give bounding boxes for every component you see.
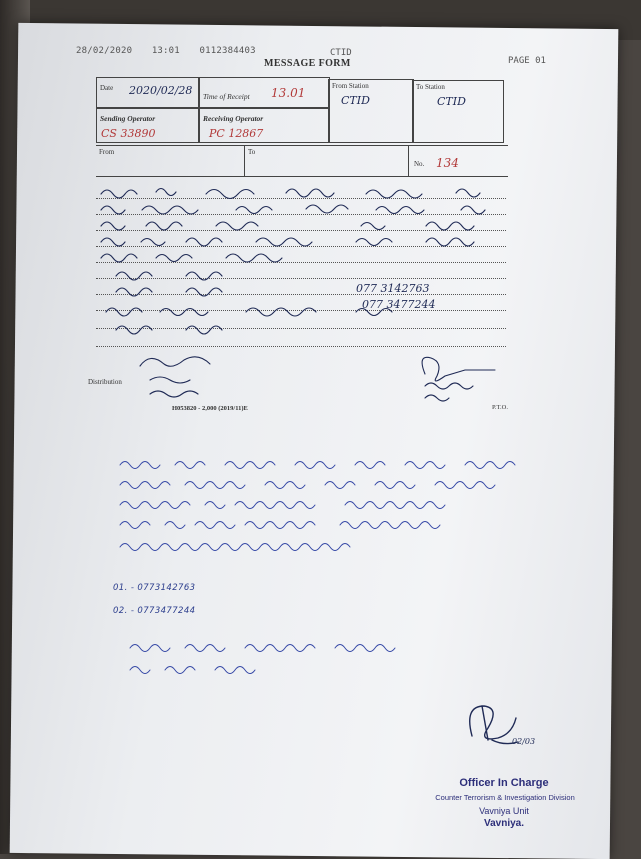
date-value: 2020/02/28 [129,84,193,97]
divider [244,146,245,176]
form-code: H053820 - 2,000 (2019/11)E [172,405,248,412]
fax-header [76,46,270,56]
sending-operator-value: CS 33890 [101,127,156,140]
stamp-division: Counter Terrorism & Investigation Division [435,793,575,802]
from-label: From [99,148,115,156]
tamil-handwriting [115,455,585,565]
from-station-value: CTID [341,94,370,107]
from-station-box [328,79,414,143]
tamil-closing-handwriting [125,636,445,686]
pto-label: P.T.O. [492,404,508,411]
time-label: Time of Receipt [203,92,250,101]
to-station-box [412,80,504,143]
receiving-operator-label: Receiving Operator [203,114,264,123]
fax-page: PAGE 01 [508,56,546,66]
phone-number-2: 077 3477244 [362,298,436,311]
time-value: 13.01 [271,86,306,100]
sending-operator-box [96,107,200,143]
fax-time: 13:01 [151,46,180,56]
tamil-phone-line-2 [113,606,195,616]
fax-station: CTID [330,48,352,58]
tamil-phone-line-1 [113,583,195,593]
fax-date: 28/02/2020 [76,46,133,56]
receiving-operator-value: PC 12867 [209,127,264,140]
from-station-label: From Station [332,82,369,90]
signatures [110,346,510,406]
fax-number: 0112384403 [199,46,256,56]
stamp-city: Vavniya. [483,818,525,829]
phone-number-1: 077 3142763 [356,282,430,295]
officer-signature [452,696,542,756]
tamil-phone-2: 02. - 0773477244 [113,606,196,616]
sinhala-handwriting [96,180,516,350]
no-value: 134 [436,156,459,170]
to-station-label: To Station [416,83,445,91]
no-label: No. [414,160,425,168]
form-title: MESSAGE FORM [264,58,351,69]
to-station-value: CTID [437,95,466,108]
to-label: To [248,148,256,156]
receiving-operator-box [198,107,330,143]
divider [408,146,409,176]
stamp-unit: Vavniya Unit [479,806,529,816]
tamil-phone-1: 01. - 0773142763 [113,583,196,593]
date-box [96,77,200,109]
stamp-title: Officer In Charge [459,777,549,789]
signature-date: 02/03 [512,737,536,746]
time-box [198,77,330,109]
sending-operator-label: Sending Operator [100,114,156,123]
date-label: Date [100,84,114,92]
address-row [96,145,508,177]
distribution-label: Distribution [88,378,122,386]
